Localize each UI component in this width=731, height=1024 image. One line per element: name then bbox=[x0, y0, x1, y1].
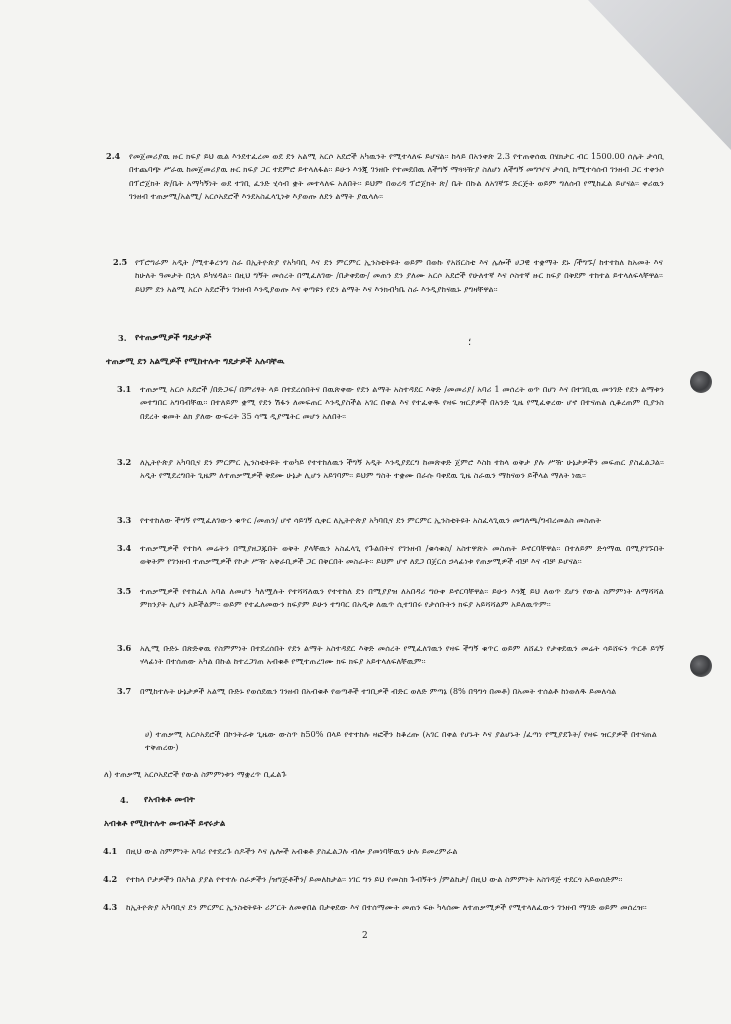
section-2-5-text: የፕሮግራም አዲት /ሚተቆረንግ ስራ በኢትዮጵያ የአካባቢ እና ደን ምርምር ኢንስቲትዩት ወይም በወኩ የአሸርስቲ እና ሌሎች ሀጋዊ ተቋማት ደኑ /ችግኙ/ ከተተከለ ከአመት እና ከሁለት ዓመታት በኋላ ይካሄዳል፡፡ በዚህ ግኝት መሰረት በሚፈለገው /በታቀደው/ መጠን ደን ያለሙ አርሶ አደሮች የሁለተኛ እና ሶስተኛ ዙር ክፍያ በቅደም ተከተል ይተላለፍላቸዋል፡፡ ይህም ደን አልሚ አርሶ አደሮችን ገንዘብ እንዲያወጡ እና ቀጣዩን የደን ልማት እና እንክብካቤ ስራ እንዲያከናዉኑ ያግዛቸዋል፡፡ bbox=[135, 257, 663, 294]
section-3-2-text: ለኢትዮጵያ አካባቢና ደን ምርምር ኢንስቲትዩት ተወካይ የተተከለዉን ችግኝ አዲት እንዲያደርግ ከመጽቀድ ጀምሮ እስከ ተከላ ወቅታ ያሉ ሥዥ ሁኔታዎችን መፍጠር ያስፈልጋል፡፡ አዲት የሚደረግበት ጊዜም ለተጠቃሚዎች ቅደሙ ሁኔታ ሊሆን አይገባም፡፡ ይህም ግስት ተቋሙ በራሱ ባቀደዉ ጊዜ ስራዉን ማከናወን ይችላል ማለት ነዉ፡፡ bbox=[140, 457, 664, 481]
section-number-3-2: 3.2 bbox=[117, 457, 132, 467]
pencil-mark: ؛ bbox=[468, 337, 472, 348]
section-number-3-3: 3.3 bbox=[117, 515, 132, 525]
section-number-4-2: 4.2 bbox=[103, 874, 118, 884]
section-3-7-a-text: ሀ) ተጠቃሚ አርሶአደሮች በኮንትራቱ ጊዜው ውስጥ ከ50% በላይ የተተከሉ ዛፎችን ከቆረጡ (አገር በቀል የሆኑት እና ያልሆኑት /ፈጣነ የሚያደጉት/ የዛፍ ዝርያዎች በተናጠል ተቅጠረው) bbox=[145, 729, 657, 753]
section-4-heading: አብቁቶ የሚከተሉት መብቶች ይኖሩታል bbox=[104, 819, 226, 829]
section-4-3-text: ከኢትዮጵያ አካባቢና ደን ምርምር ኢንስቲትዩት ሪፖርት ለመቀበል በታቀደው እና በተሰማሙት መጠን ፍፁ ካላሰሙ ለተጠቃሚዎች የሚተላለፈውን ገንዘብ ማገድ ወይም መሰረዝ፡፡ bbox=[126, 902, 647, 912]
section-3-3-text: የተተከለው ችግኝ የሚፈለገውን ቁጥር /መጠን/ ሆኖ ሳይገኝ ሲቀር ለኢትዮጵያ አካባቢና ደን ምርምር ኢንስቲትዩት አስፈላጊዉን መግለጫ/ግብረመልስ መስጠት bbox=[140, 515, 602, 525]
section-3-6-text: አሊሚ ቡድኑ በጽድቀዉ የስምምነት በተደረሰበት የደን ልማት አስተዳደር እቅድ መሰረት የሚፈለገዉን የዛፍ ችግኝ ቁጥር ወይም ለሸፈነ የታቀደዉን መሬት ሳይሸፍን ጥርቶ ይገኝ ሃላፊነት በተሰጠው አካል በኩል ከተረጋገጠ አብቁቶ የሚተጠረገሙ ክፍ ክፍያ አይተላለፍለቸዉም፡፡ bbox=[140, 643, 664, 667]
section-number-3-6: 3.6 bbox=[117, 643, 132, 653]
section-3-heading: ተጠቃሚ ደን አልሚዎች የሚከተሉት ግዴታዎች አሉባቸዉ bbox=[106, 357, 285, 367]
section-number-2-5: 2.5 bbox=[113, 257, 128, 267]
section-number-3: 3. bbox=[118, 333, 127, 343]
section-4-title: የአብቁቶ መብት bbox=[144, 795, 195, 805]
section-4-1-text: በዚህ ውል ስምምነት አባሪ የተደረጉ ሰዶችን እና ሌሎች አብቁቶ ያስፈልጋሉ ብሎ ያመነባቸዉን ሁሉ ይመረምራል bbox=[126, 846, 458, 856]
section-number-4-1: 4.1 bbox=[103, 846, 118, 856]
section-3-7-text: በሚከተሉት ሁኔታዎች አልሚ ቡድኑ የወሰደዉን ገንዘብ በአብቁቶ የወጣቶች ተገቢዎች ብድር ወለድ ምጣኔ (8% በዓግጎ በመቶ) በአመት ተሰልቶ ከነወለዱ ይመለሳል bbox=[140, 686, 617, 696]
section-4-2-text: የተከላ ቦታዎችን በአካል ያያል የተተሉ ሰራዎችን /ዝግጅቶችን/ ይመለከታል፡፡ ነገር ግን ይህ የመስክ ጉብኝትን /ምልከታ/ በዚህ ውል ስምምነት አስገዳጅ ተደርጎ አይወሰድም፡፡ bbox=[126, 874, 623, 884]
section-3-title: የተጠቃሚዎች ግዴታዎች bbox=[135, 333, 212, 343]
section-3-4-text: ተጠቃሚዎች የተከላ መሬትን በሚያዘጋጁበት ወቅት ያላቸዉን አስፈላጊ የጉልበትና የገንዘብ /ቁሳቁስ/ አስተዋጽኦ መስጠት ይኖርባቸዋል፡፡ በተለይም ድጎማዉ በሚያገኙበት ወቅትም የገንዘብ ተጠቃሚዎች የኮታ ሥዥ አቅራቢዎች ጋር በቅርበት መስራት፡፡ ይህም ሆኖ ለደጋ በጀርሰ ኃላፊነቱ የጠቃሚዎች ብቻ እና ብቻ ይሆናል፡፡ bbox=[140, 543, 664, 567]
section-number-2-4: 2.4 bbox=[106, 151, 121, 161]
section-number-3-5: 3.5 bbox=[117, 586, 132, 596]
section-number-4-3: 4.3 bbox=[103, 902, 118, 912]
section-number-3-1: 3.1 bbox=[117, 384, 132, 394]
section-2-4-text: የመጀመሪያዉ ዙር ክፍያ ይህ ዉል እንደተፈረመ ወደ ደን አልሚ አርሶ አደሮች አካዉንት የሚተላለፍ ይሆናል፡፡ ከላይ በአንቀጽ 2.3 የተጠቀሰዉ በሄክታር ብር 1500.00 ሰሌት ታሳቢ በተጨባጭ ሥራዉ ከመጀመሪያዉ ዙር ክፍያ ጋር ተደምሮ ይተላለፋል፡፡ ይሁን እንጂ ገንዘቡ የተመደበዉ ለችግኝ ማጓጓዥያ ስለሆነ ለችግኝ መግዣና ታሳቢ ከሚተሳሰብ ገንዘብ ጋር ተቀንሶ በፕሮጀክት ጽ/ቤት አማካኝነት ወደ ተገቢ ፈንድ ሂሳብ ቋት መተላለፍ አለበት፡፡ ይህም በወረዳ ፕሮጀክት ጽ/ ቤት በኩል ለአገኛኙ ድርጅት ወይም ግለሰብ የሚከፈል ይሆናል፡፡ ቀሪዉን ገንዘብ ተጠቃሚ/አልሚ/ አርሶአደሮች እንደአስፈላጊነቱ እያወጡ ለደን ልማት ያዉላሉ፡፡ bbox=[129, 151, 664, 202]
section-3-5-text: ተጠቃሚዎች የተከፈለ አባል ለመሆን ካለሟሉት የተሻሻለዉን የተተከለ ደን በሚያያዝ ለአበዳሪ ግዑቀ ይኖርባቸዋል፡፡ ይሁን እንጂ ይህ ለወጥ ደሆን የውል ስምምነት ለማሻሻል ምክንያት ሊሆን አይችልም፡፡ ወይም የተፈለመውን ክፍያም ይሁን ተግባር በአዲቱ ለዉጥ ሲተገበሩ የታሰቡትን ክፍያ አይሻሻልም አይለዉጥም፡፡ bbox=[140, 586, 664, 610]
page-number: 2 bbox=[362, 931, 368, 941]
section-number-3-4: 3.4 bbox=[117, 543, 132, 553]
section-3-7-b-text: ለ) ተጠቃሚ አርሶአደሮች የውል ስምምነቱን ማቋረጥ ቢፈልጉ bbox=[104, 769, 287, 779]
section-3-1-text: ተጠቃሚ አርሶ አደሮች /በድጋፍ/ በምሪፃት ላይ በተደረሰበትና በዉጽቀው የደን ልማት አስተዳደር እቅድ /መመሪያ/ አባሪ 1 መሰረት ወጥ በሆነ እና በተገቢዉ መንገድ የደን ልማቱን መተግበር አግባብቸዉ፡፡ በተለይም ቋሚ የደን ሽፋን ለመፍጠር እንዲያስችል አገር በቀል እና የተፈቀዱ የዛፍ ዝርያዎች በአንድ ጊዜ የሚፈቀረው ሆኖ በተናጠል ሲቆረጠም ቢያንስ በደረት ቁመት ልክ ያለው ውፍረት 35 ሳሜ ዲያሜትር መሆን አለበት፡፡ bbox=[140, 384, 664, 421]
section-number-3-7: 3.7 bbox=[117, 686, 132, 696]
section-number-4: 4. bbox=[120, 795, 129, 805]
